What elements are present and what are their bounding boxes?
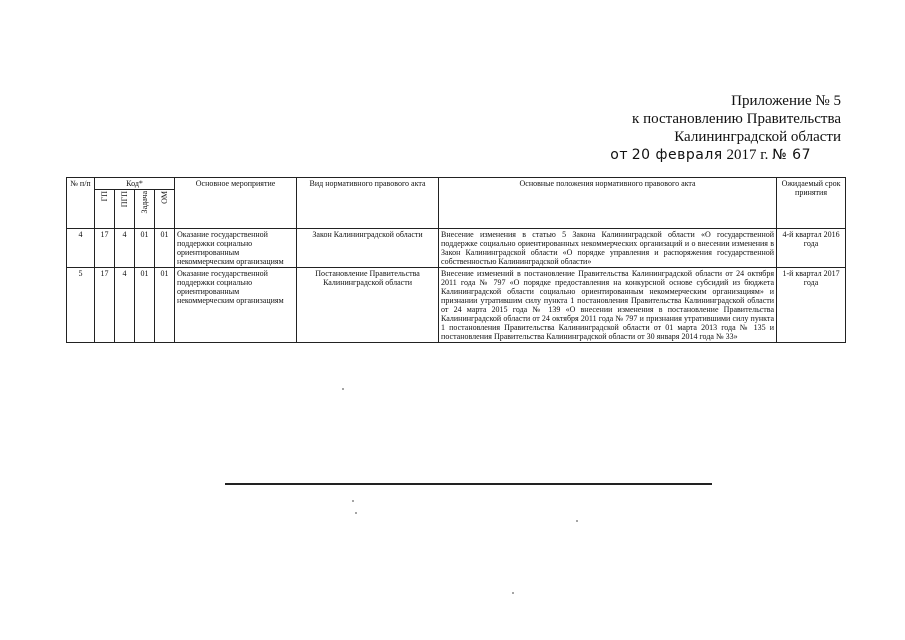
cell-task: 01: [135, 268, 155, 343]
header-code: Код*: [95, 178, 175, 190]
date-prefix: от: [610, 147, 629, 163]
table-row: [67, 268, 846, 343]
header-om: ОМ: [155, 190, 175, 229]
cell-measure: Оказание государственной поддержки социально ориентированным некоммерческим организациям: [175, 229, 297, 268]
cell-term: 4-й квартал 2016 года: [777, 229, 846, 268]
scan-speck: [355, 512, 357, 514]
header-task: Задача: [135, 190, 155, 229]
scan-speck: [342, 388, 344, 390]
appendix-date-line: [521, 146, 811, 164]
header-num: № п/п: [67, 178, 95, 229]
scan-speck: [512, 592, 514, 594]
cell-pgp: 4: [115, 268, 135, 343]
header-measure: Основное мероприятие: [175, 178, 297, 229]
document-header: [521, 92, 841, 164]
cell-om: 01: [155, 268, 175, 343]
cell-provisions: Внесение изменений в постановление Правительства Калининградской области от 24 октября 2011 года № 797 «О порядке предоставления на конкурсной основе субсидий из бюджета Калининградской области социально ориентированным некоммерческим организациям» и признании утратившим силу пункта 1 постановления Правительства Калининградской области от 24 марта 2015 года № 139 «О внесении изменения в постановление Правительства Калининградской области от 24 октября 2011 года № 797 и признания утратившими силу пункта 1 постановления Правительства Калининградской области от 01 марта 2013 года № 135 и постановления Правительства Калининградской области от 30 января 2014 года № 33»: [439, 268, 777, 343]
cell-act-type: Закон Калининградской области: [297, 229, 439, 268]
regulatory-acts-table: [66, 177, 846, 343]
document-number: № 67: [772, 147, 811, 163]
cell-act-type: Постановление Правительства Калининградской области: [297, 268, 439, 343]
header-act-type: Вид нормативного правового акта: [297, 178, 439, 229]
date-year: 2017 г.: [726, 147, 769, 163]
header-term: Ожидаемый срок принятия: [777, 178, 846, 229]
cell-num: 5: [67, 268, 95, 343]
cell-term: 1-й квартал 2017 года: [777, 268, 846, 343]
table-header-row: [67, 178, 846, 190]
cell-measure: Оказание государственной поддержки социально ориентированным некоммерческим организациям: [175, 268, 297, 343]
appendix-title: Приложение № 5: [731, 93, 841, 109]
header-gp: ГП: [95, 190, 115, 229]
date-handwritten: 20 февраля: [631, 147, 723, 163]
header-provisions: Основные положения нормативного правового акта: [439, 178, 777, 229]
cell-pgp: 4: [115, 229, 135, 268]
table-row: [67, 229, 846, 268]
appendix-reference: к постановлению Правительства: [632, 111, 841, 127]
closing-rule: [225, 483, 712, 485]
header-pgp: ПГП: [115, 190, 135, 229]
scan-speck: [576, 520, 578, 522]
cell-gp: 17: [95, 229, 115, 268]
scan-speck: [352, 500, 354, 502]
cell-task: 01: [135, 229, 155, 268]
cell-num: 4: [67, 229, 95, 268]
cell-gp: 17: [95, 268, 115, 343]
cell-om: 01: [155, 229, 175, 268]
cell-provisions: Внесение изменения в статью 5 Закона Калининградской области «О государственной поддержке социально ориентированных некоммерческих организаций и о внесении изменения в Закон Калининградской области «О порядке управления и распоряжения государственной собственностью Калининградской области»: [439, 229, 777, 268]
appendix-region: Калининградской области: [674, 129, 841, 145]
